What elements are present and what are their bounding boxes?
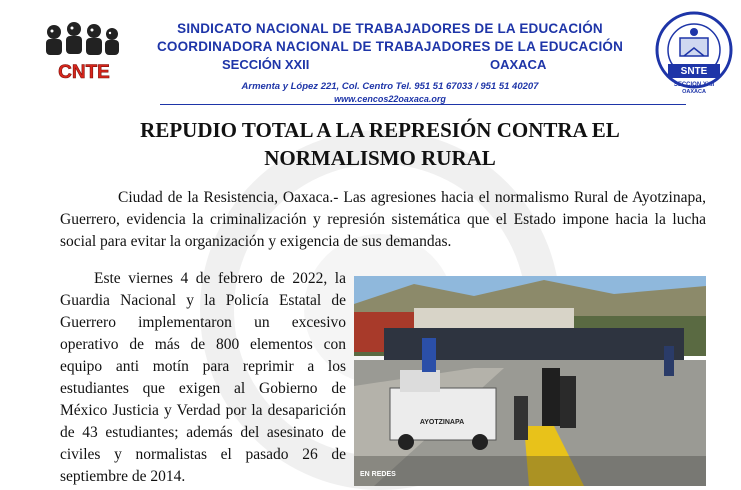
article-paragraph-2: Este viernes 4 de febrero de 2022, la Guardia Nacional y la Policía Estatal de Guerrero implementaron un excesivo operativo de más de 800 elementos con equipo anti motín para reprimir a los estudiantes que exigen al Gobierno de México Justicia y Verdad por la desaparición de 43 estudiantes; además del asesinato de civiles y normalistas el pasado 26 de septiembre de 2014. xyxy=(60,270,346,485)
header-website: www.cencos22oaxaca.org xyxy=(334,94,446,104)
header-divider xyxy=(160,104,686,105)
header-city: OAXACA xyxy=(490,57,547,72)
snte-logo-section: SECCION XXII xyxy=(673,82,715,88)
header-coordinator-name: COORDINADORA NACIONAL DE TRABAJADORES DE LA EDUCACIÓN xyxy=(156,39,624,54)
snte-logo-text: SNTE xyxy=(680,66,708,77)
photo-credit: EN REDES xyxy=(360,471,396,478)
article-paragraph-1: Ciudad de la Resistencia, Oaxaca.- Las agresiones hacia el normalismo Rural de Ayotzinapa, Guerrero, evidencia la criminalización y represión sistemática que el Estado impone hacia la lucha social para evitar la organización y exigencia de sus demandas. xyxy=(60,189,706,250)
header-address: Armenta y López 221, Col. Centro Tel. 951 51 67033 / 951 51 40207 xyxy=(241,81,539,92)
cnte-logo xyxy=(40,18,128,88)
cnte-logo-text: CNTE xyxy=(58,62,110,83)
header-union-name: SINDICATO NACIONAL DE TRABAJADORES DE LA EDUCACIÓN xyxy=(177,21,603,36)
header-section: SECCIÓN XXII xyxy=(222,57,310,72)
snte-logo-city: OAXACA xyxy=(682,89,706,95)
snte-seal-logo xyxy=(654,10,734,96)
article-title xyxy=(60,116,700,172)
article-title-line1: REPUDIO TOTAL A LA REPRESIÓN CONTRA EL xyxy=(140,118,620,142)
truck-label: AYOTZINAPA xyxy=(419,419,465,426)
news-photo xyxy=(354,276,706,486)
article-title-line2: NORMALISMO RURAL xyxy=(264,146,496,170)
